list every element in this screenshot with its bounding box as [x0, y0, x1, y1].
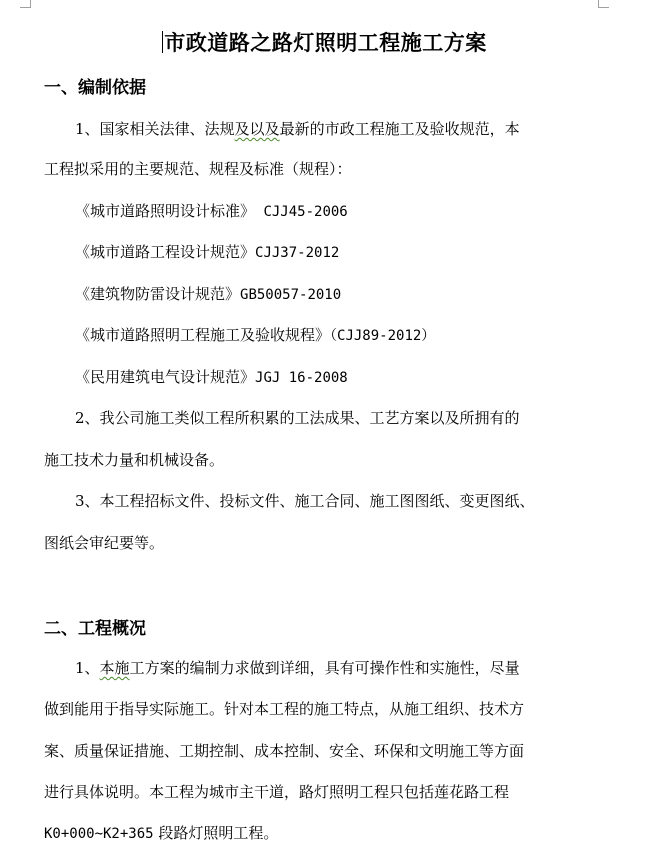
overview-line-4: 进行具体说明。本工程为城市主干道，路灯照明工程只包括莲花路工程 — [44, 783, 510, 801]
page-corner-mark-left — [20, 0, 31, 8]
overview-line-2: 做到能用于指导实际施工。针对本工程的施工特点，从施工组织、技术方 — [44, 700, 525, 718]
basis-item-3-line-2: 图纸会审纪要等。 — [44, 534, 165, 552]
standard-1: 《城市道路照明设计标准》 CJJ45-2006 — [75, 202, 348, 220]
standard-4: 《城市道路照明工程施工及验收规程》（CJJ89-2012） — [75, 326, 436, 344]
basis-item-1-line-2: 工程拟采用的主要规范、规程及标准（规程）： — [44, 160, 352, 178]
document-title — [0, 27, 649, 57]
standard-5: 《民用建筑电气设计规范》JGJ 16-2008 — [75, 368, 348, 386]
standard-2: 《城市道路工程设计规范》CJJ37-2012 — [75, 243, 340, 261]
page-corner-mark-right — [598, 0, 609, 8]
basis-item-3-line-1: 3、本工程招标文件、投标文件、施工合同、施工图图纸、变更图纸、 — [75, 492, 535, 510]
section-1-heading: 一、编制依据 — [44, 78, 146, 98]
overview-line-5: K0+000~K2+365 段路灯照明工程。 — [44, 824, 279, 842]
title-text: 市政道路之路灯照明工程施工方案 — [164, 31, 487, 55]
spellcheck-underline: 及以及 — [234, 120, 280, 138]
overview-line-3: 案、质量保证措施、工期控制、成本控制、安全、环保和文明施工等方面 — [44, 742, 525, 760]
basis-item-2-line-2: 施工技术力量和机械设备。 — [44, 451, 225, 469]
basis-item-1-line-1: 1、国家相关法律、法规及以及最新的市政工程施工及验收规范，本 — [75, 120, 520, 138]
standard-3: 《建筑物防雷设计规范》GB50057-2010 — [75, 285, 342, 303]
overview-line-1: 1、本施工方案的编制力求做到详细，具有可操作性和实施性，尽量 — [75, 659, 520, 677]
basis-item-2-line-1: 2、我公司施工类似工程所积累的工法成果、工艺方案以及所拥有的 — [75, 409, 520, 427]
spellcheck-underline: 本施 — [99, 659, 130, 677]
section-2-heading: 二、工程概况 — [44, 619, 146, 639]
